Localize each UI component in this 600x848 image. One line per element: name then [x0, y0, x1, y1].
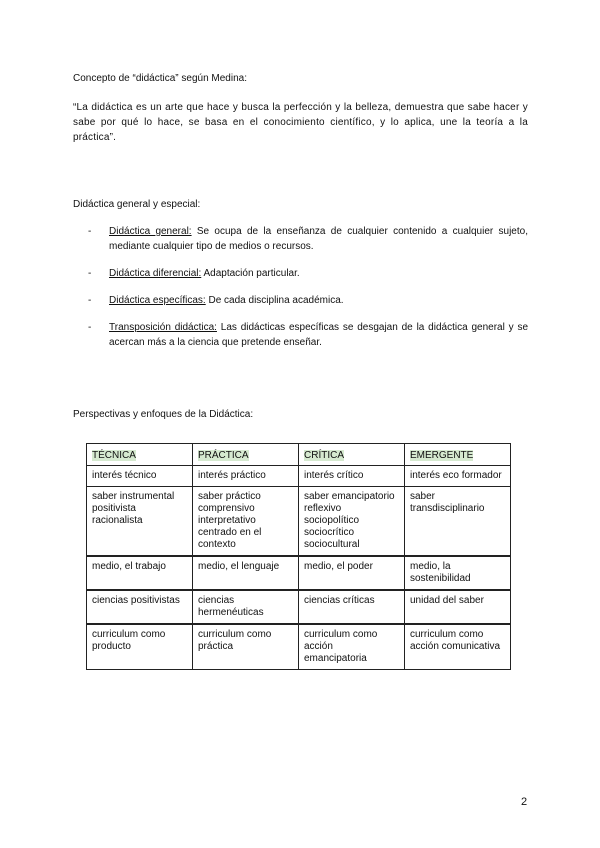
table-cell: interés práctico — [193, 466, 299, 487]
table-cell: saber instrumental positivista racionalista — [87, 487, 193, 557]
table-row — [87, 466, 511, 487]
table-cell: interés crítico — [299, 466, 405, 487]
table-cell: curriculum como acción emancipatoria — [299, 624, 405, 670]
concept-heading: Concepto de “didáctica” según Medina: — [73, 73, 247, 84]
didactics-heading: Didáctica general y especial: — [73, 199, 201, 210]
medina-quote: “La didáctica es un arte que hace y busca la perfección y la belleza, demuestra que sabe hacer y sabe por qué lo hace, se basa en el conocimiento científico, y lo aplica, une la teoría a la práctica”. — [73, 102, 528, 143]
table-cell: interés eco formador — [405, 466, 511, 487]
header-emergente: EMERGENTE — [405, 444, 511, 466]
term-definition: Las didácticas específicas se desgajan de la didáctica general y se acercan más a la ciencia que pretende enseñar. — [109, 322, 529, 348]
list-item: - Transposición didáctica: Las didácticas específicas se desgajan de la didáctica general y se acercan más a la ciencia que pretende enseñar. — [88, 322, 529, 348]
page-number: 2 — [521, 796, 528, 808]
table-cell: medio, la sostenibilidad — [405, 556, 511, 590]
perspectives-heading: Perspectivas y enfoques de la Didáctica: — [73, 409, 254, 420]
table-cell: saber emancipatorio reflexivo sociopolítico sociocrítico sociocultural — [299, 487, 405, 557]
term-definition: Adaptación particular. — [201, 268, 300, 279]
table-cell: ciencias hermenéuticas — [193, 590, 299, 624]
table-row — [87, 590, 511, 624]
table-cell: medio, el lenguaje — [193, 556, 299, 590]
table-cell: curriculum como práctica — [193, 624, 299, 670]
term-label: Didáctica específicas: — [109, 295, 206, 306]
term-definition: Se ocupa de la enseñanza de cualquier contenido a cualquier sujeto, mediante cualquier tipo de medios o recursos. — [109, 226, 528, 252]
table-cell: curriculum como producto — [87, 624, 193, 670]
term-label: Didáctica diferencial: — [109, 268, 202, 279]
table-row — [87, 624, 511, 670]
table-cell: ciencias críticas — [299, 590, 405, 624]
header-practica: PRÁCTICA — [193, 444, 299, 466]
term-label: Transposición didáctica: — [109, 322, 217, 333]
term-label: Didáctica general: — [109, 226, 192, 237]
table-cell: medio, el poder — [299, 556, 405, 590]
term-definition: De cada disciplina académica. — [205, 295, 344, 306]
table-cell: curriculum como acción comunicativa — [405, 624, 511, 670]
table-row — [87, 556, 511, 590]
table-cell: saber práctico comprensivo interpretativo centrado en el contexto — [193, 487, 299, 557]
list-item: - Didáctica general: Se ocupa de la enseñanza de cualquier contenido a cualquier sujeto, mediante cualquier tipo de medios o recursos. — [88, 226, 528, 252]
list-item: - Didáctica diferencial: Adaptación particular. — [88, 268, 300, 279]
table-cell: saber transdisciplinario — [405, 487, 511, 557]
header-critica: CRÍTICA — [299, 444, 405, 466]
table-cell: ciencias positivistas — [87, 590, 193, 624]
didactics-list — [88, 224, 528, 350]
table-cell: interés técnico — [87, 466, 193, 487]
table-cell: medio, el trabajo — [87, 556, 193, 590]
table-cell: unidad del saber — [405, 590, 511, 624]
list-item: - Didáctica específicas: De cada disciplina académica. — [88, 295, 344, 306]
header-tecnica: TÉCNICA — [87, 444, 193, 466]
perspectives-table — [86, 443, 511, 670]
table-header-row — [87, 444, 511, 466]
table-row — [87, 487, 511, 557]
